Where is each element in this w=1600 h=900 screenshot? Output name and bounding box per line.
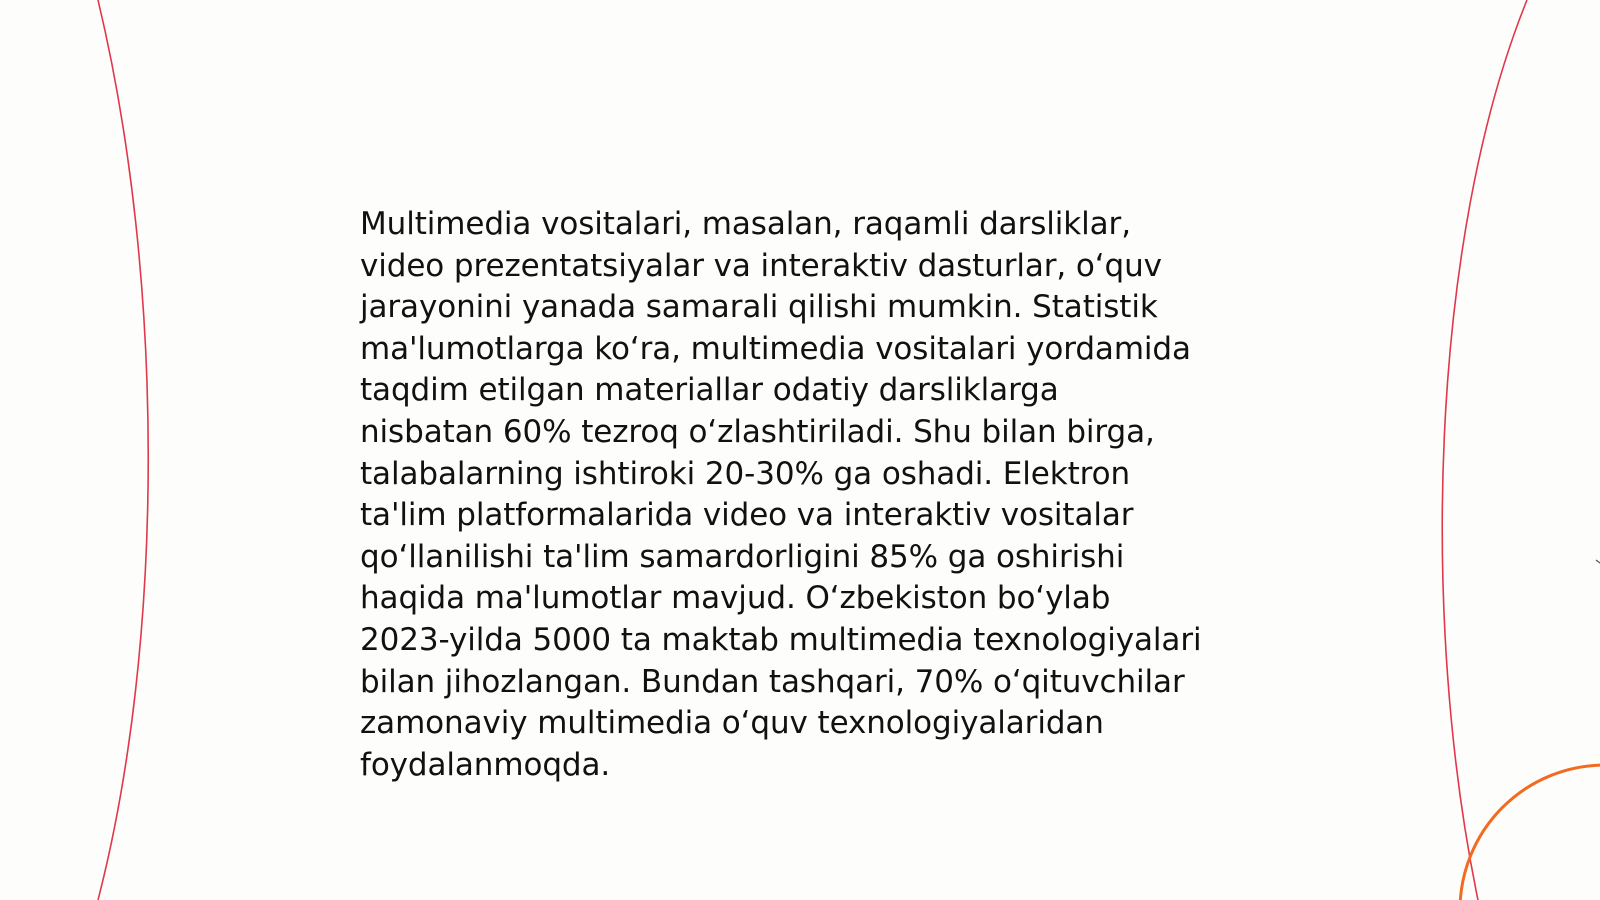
right-curved-line: [1442, 0, 1527, 900]
bottom-right-orange-arc: [1460, 765, 1600, 900]
slide-body-text: Multimedia vositalari, masalan, raqamli darsliklar, video prezentatsiyalar va interaktiv dasturlar, o‘quv jarayonini yanada samarali qilishi mumkin. Statistik ma'lumotlarga ko‘ra, multimedia vositalari yordamida taqdim etilgan materiallar odatiy darsliklarga nisbatan 60% tezroq o‘zlashtiriladi. Shu bilan birga, talabalarning ishtiroki 20-30% ga oshadi. Elektron ta'lim platformalarida video va interaktiv vositalar qo‘llanilishi ta'lim samardorligini 85% ga oshirishi haqida ma'lumotlar mavjud. O‘zbekiston bo‘ylab 2023-yilda 5000 ta maktab multimedia texnologiyalari bilan jihozlangan. Bundan tashqari, 70% o‘qituvchilar zamonaviy multimedia o‘quv texnologiyalaridan foydalanmoqda.: [360, 206, 1202, 783]
right-edge-mark: [1596, 560, 1600, 563]
left-curved-line: [98, 0, 148, 900]
